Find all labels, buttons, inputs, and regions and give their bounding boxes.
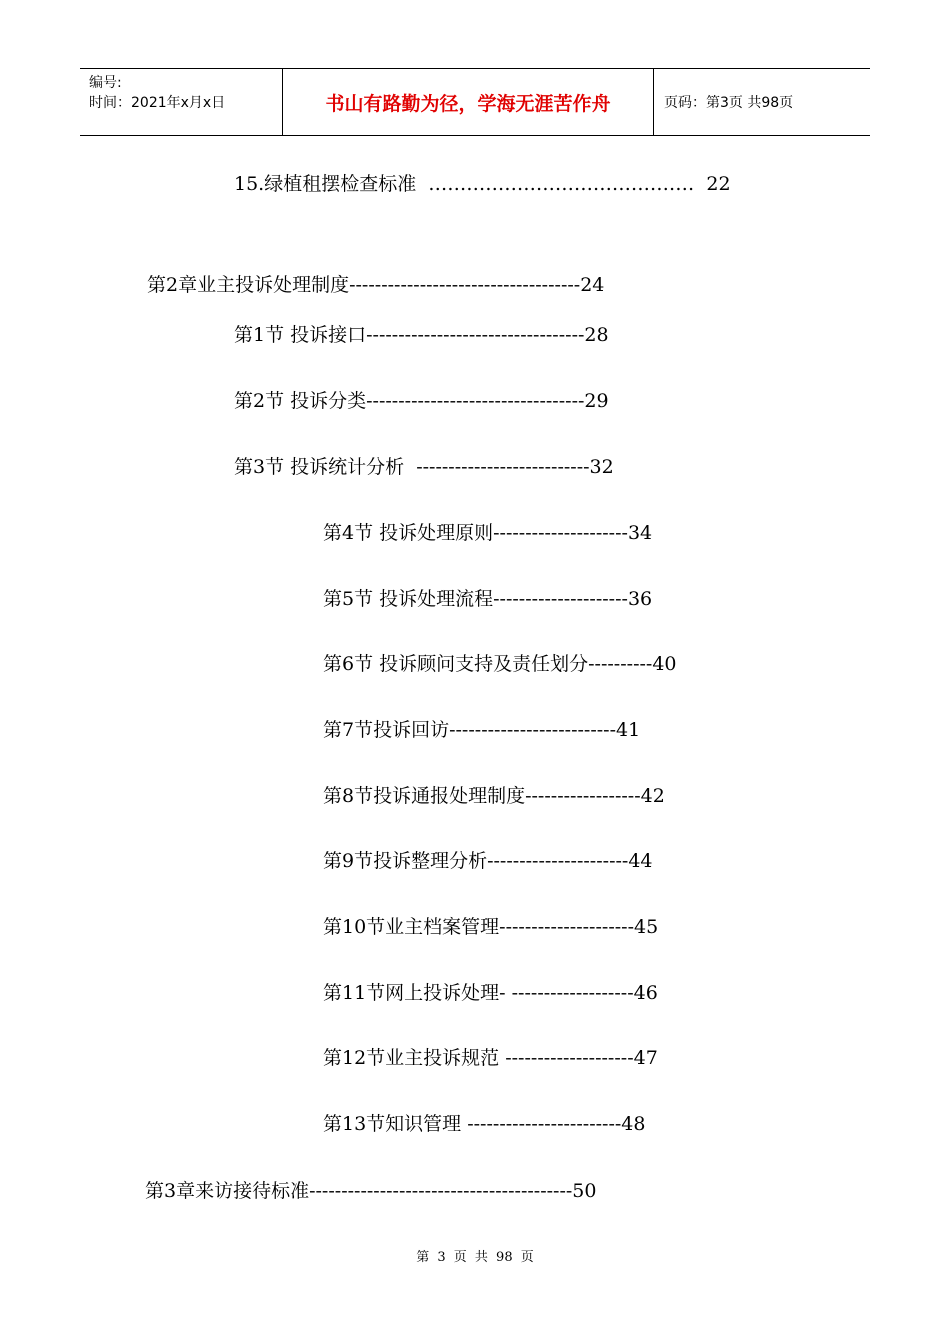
toc-entry-section: 第1节 投诉接口----------------------------------28 xyxy=(234,324,609,346)
toc-entry-section: 第7节投诉回访--------------------------41 xyxy=(323,719,641,741)
page-info: 页码：第3页 共98页 xyxy=(664,95,794,111)
page-footer xyxy=(0,1246,950,1265)
toc-entry: 15.绿植租摆检查标准 …………………………………… 22 xyxy=(234,173,731,195)
header-page-cell xyxy=(654,69,870,135)
toc-entry-section: 第8节投诉通报处理制度------------------42 xyxy=(323,785,665,807)
toc-entry-section: 第11节网上投诉处理- -------------------46 xyxy=(323,982,658,1004)
toc-entry-section: 第9节投诉整理分析----------------------44 xyxy=(323,850,653,872)
toc-entry-section: 第12节业主投诉规范 --------------------47 xyxy=(323,1047,658,1069)
toc-entry-section: 第3节 投诉统计分析 ---------------------------32 xyxy=(234,456,614,478)
header-motto-cell xyxy=(282,69,654,135)
number-label: 编号: xyxy=(89,75,122,91)
toc-entry-section: 第4节 投诉处理原则---------------------34 xyxy=(323,522,653,544)
header-meta-cell xyxy=(80,69,282,135)
document-header xyxy=(80,68,870,136)
toc-entry-chapter: 第3章来访接待标准-----------------------------------------50 xyxy=(145,1180,597,1202)
toc-entry-section: 第10节业主档案管理---------------------45 xyxy=(323,916,659,938)
toc-entry-section: 第5节 投诉处理流程---------------------36 xyxy=(323,588,653,610)
footer-page-number: 第 3 页 共 98 页 xyxy=(416,1250,534,1265)
toc-entry-section: 第2节 投诉分类----------------------------------29 xyxy=(234,390,609,412)
motto-text: 书山有路勤为径，学海无涯苦作舟 xyxy=(325,92,611,115)
time-label: 时间：2021年x月x日 xyxy=(89,95,226,111)
toc-entry-section: 第13节知识管理 ------------------------48 xyxy=(323,1113,646,1135)
toc-entry-chapter: 第2章业主投诉处理制度------------------------------------24 xyxy=(147,274,605,296)
toc-entry-section: 第6节 投诉顾问支持及责任划分----------40 xyxy=(323,653,677,675)
